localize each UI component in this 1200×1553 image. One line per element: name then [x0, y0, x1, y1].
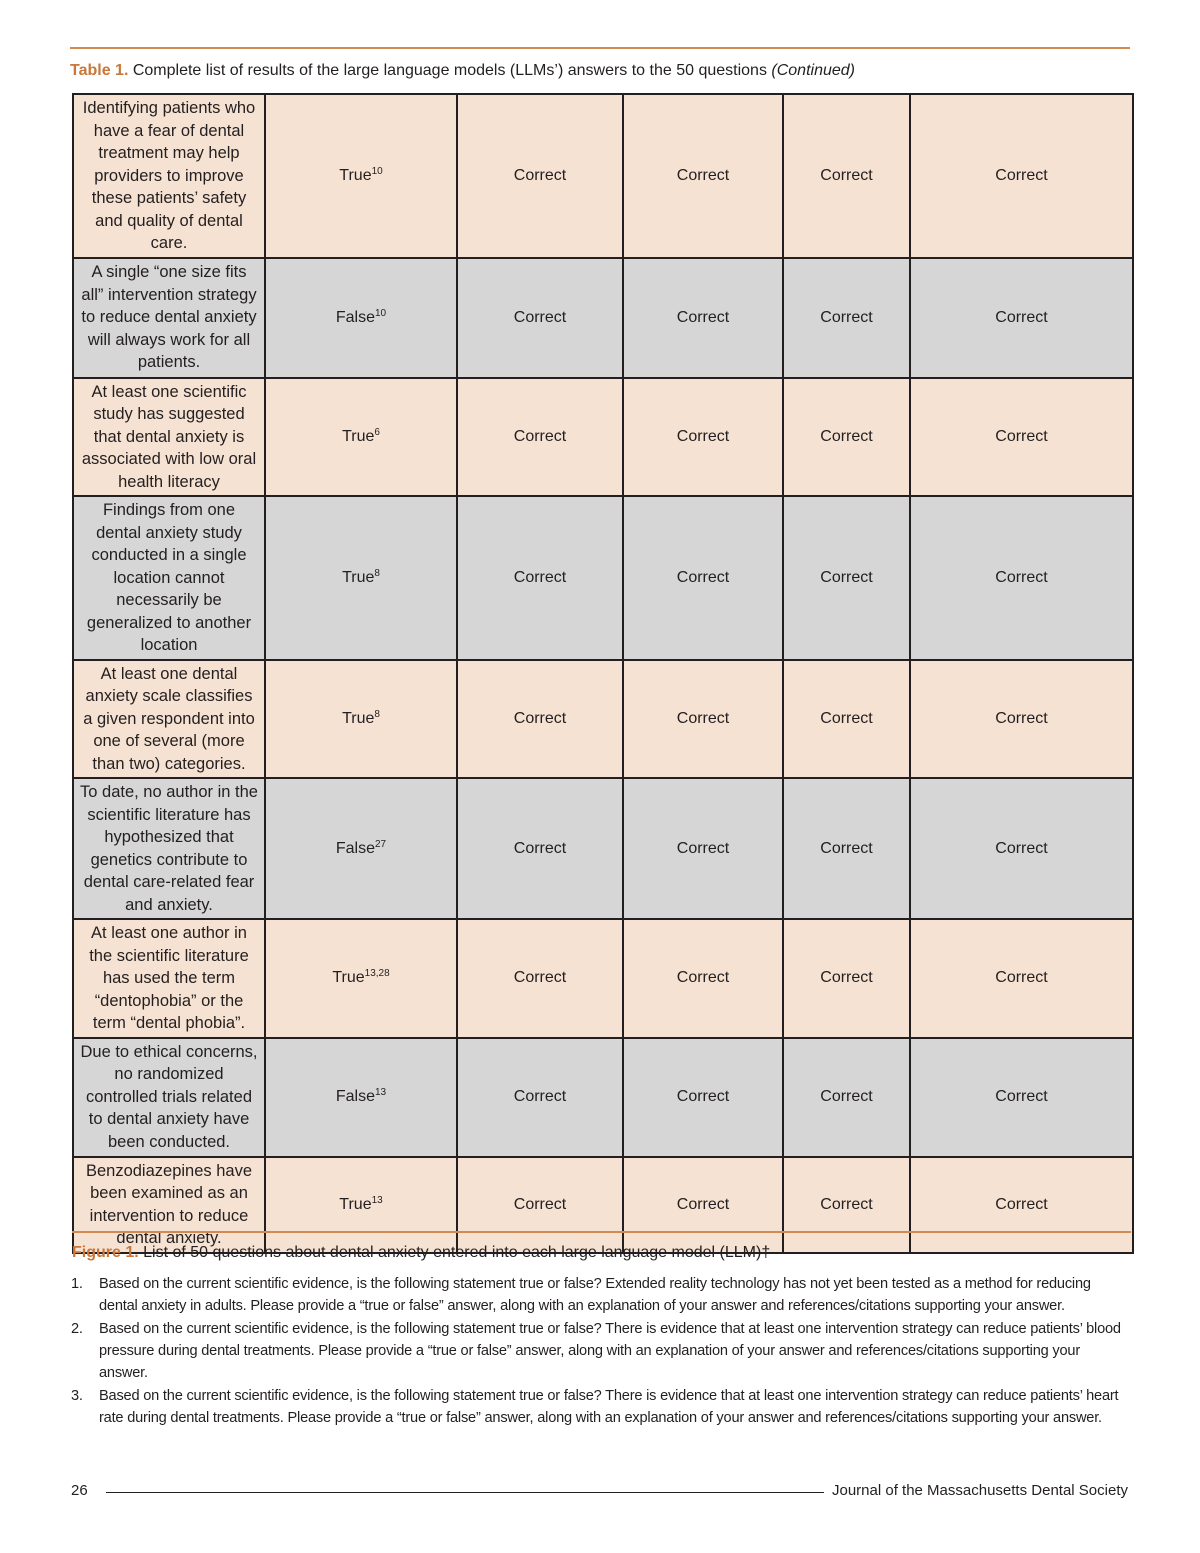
llm-result-cell-2: Correct: [623, 94, 783, 258]
figure-caption: [72, 1243, 770, 1263]
table-row: [73, 1038, 1133, 1157]
answer-cell: [265, 94, 457, 258]
answer-text: False: [335, 308, 375, 326]
answer-text: True: [342, 427, 375, 445]
answer-cell: [265, 1038, 457, 1157]
llm-result-cell-3: Correct: [783, 778, 910, 919]
question-cell: At least one dental anxiety scale classifies a given respondent into one of several (more than two) categories.: [73, 660, 265, 779]
reference-superscript: 10: [371, 165, 383, 177]
table-caption-continued: (Continued): [771, 62, 855, 79]
answer-text: True: [342, 568, 375, 586]
reference-superscript: 27: [375, 838, 387, 850]
answer-cell: [265, 258, 457, 378]
llm-result-cell-2: Correct: [623, 1038, 783, 1157]
figure-caption-label: Figure 1.: [72, 1244, 139, 1261]
llm-result-cell-4: Correct: [910, 660, 1133, 779]
llm-result-cell-4: Correct: [910, 919, 1133, 1038]
question-cell: Findings from one dental anxiety study conducted in a single location cannot necessarily be generalized to another location: [73, 496, 265, 660]
llm-result-cell-3: Correct: [783, 660, 910, 779]
answer-text: False: [335, 839, 375, 857]
reference-superscript: 8: [374, 708, 380, 720]
figure-divider: [72, 1231, 1131, 1233]
llm-result-cell-3: Correct: [783, 919, 910, 1038]
table-caption: [70, 61, 855, 81]
llm-result-cell-1: Correct: [457, 1157, 623, 1253]
llm-result-cell-2: Correct: [623, 378, 783, 497]
llm-result-cell-3: Correct: [783, 496, 910, 660]
answer-text: True: [342, 709, 375, 727]
table-row: [73, 778, 1133, 919]
table-row: [73, 258, 1133, 378]
answer-cell: [265, 778, 457, 919]
question-cell: Due to ethical concerns, no randomized controlled trials related to dental anxiety have been conducted.: [73, 1038, 265, 1157]
list-item: [71, 1385, 1129, 1429]
reference-superscript: 13,28: [364, 968, 390, 980]
question-cell: At least one author in the scientific literature has used the term “dentophobia” or the term “dental phobia”.: [73, 919, 265, 1038]
answer-cell: [265, 496, 457, 660]
reference-superscript: 10: [375, 307, 387, 319]
question-cell: A single “one size fits all” intervention strategy to reduce dental anxiety will always work for all patients.: [73, 258, 265, 378]
answer-text: True: [339, 1195, 372, 1213]
question-cell: At least one scientific study has suggested that dental anxiety is associated with low oral health literacy: [73, 378, 265, 497]
question-cell: Benzodiazepines have been examined as an intervention to reduce dental anxiety.: [73, 1157, 265, 1253]
llm-result-cell-3: Correct: [783, 1038, 910, 1157]
question-cell: To date, no author in the scientific literature has hypothesized that genetics contribute to dental care-related fear and anxiety.: [73, 778, 265, 919]
llm-result-cell-2: Correct: [623, 496, 783, 660]
llm-result-cell-1: Correct: [457, 919, 623, 1038]
list-item: [71, 1273, 1129, 1317]
llm-result-cell-3: Correct: [783, 378, 910, 497]
answer-cell: [265, 919, 457, 1038]
llm-result-cell-1: Correct: [457, 1038, 623, 1157]
llm-result-cell-3: Correct: [783, 94, 910, 258]
llm-result-cell-1: Correct: [457, 496, 623, 660]
question-cell: Identifying patients who have a fear of dental treatment may help providers to improve these patients’ safety and quality of dental care.: [73, 94, 265, 258]
list-item-number: 2.: [71, 1321, 83, 1337]
list-item-text: Based on the current scientific evidence, is the following statement true or false? There is evidence that at least one intervention strategy can reduce patients’ blood pressure during dental treatments. Please provide a “true or false” answer, along with an explanation of your answer and references/citations supporting your answer.: [99, 1321, 1121, 1381]
reference-superscript: 8: [374, 567, 380, 579]
llm-result-cell-2: Correct: [623, 778, 783, 919]
results-table: [72, 93, 1134, 1254]
table-row: [73, 919, 1133, 1038]
list-item-text: Based on the current scientific evidence, is the following statement true or false? Extended reality technology has not yet been tested as a method for reducing dental anxiety in adults. Please provide a “true or false” answer, along with an explanation of your answer and references/citations supporting your answer.: [99, 1276, 1091, 1314]
list-item-number: 1.: [71, 1276, 83, 1292]
list-item: [71, 1318, 1129, 1384]
reference-superscript: 13: [371, 1194, 383, 1206]
llm-result-cell-1: Correct: [457, 778, 623, 919]
table-row: [73, 660, 1133, 779]
top-divider: [70, 47, 1130, 49]
table-row: [73, 496, 1133, 660]
answer-text: True: [332, 969, 365, 987]
footer-divider: [106, 1492, 824, 1493]
llm-result-cell-4: Correct: [910, 778, 1133, 919]
journal-name: Journal of the Massachusetts Dental Society: [832, 1482, 1128, 1499]
question-list: [71, 1273, 1129, 1430]
reference-superscript: 6: [374, 426, 380, 438]
llm-result-cell-4: Correct: [910, 1038, 1133, 1157]
llm-result-cell-2: Correct: [623, 1157, 783, 1253]
table-caption-label: Table 1.: [70, 62, 129, 79]
llm-result-cell-4: Correct: [910, 378, 1133, 497]
results-table-body: [73, 94, 1133, 1253]
llm-result-cell-3: Correct: [783, 1157, 910, 1253]
reference-superscript: 13: [375, 1087, 387, 1098]
llm-result-cell-1: Correct: [457, 660, 623, 779]
answer-text: False: [335, 1088, 375, 1105]
llm-result-cell-1: Correct: [457, 94, 623, 258]
llm-result-cell-4: Correct: [910, 1157, 1133, 1253]
table-row: [73, 378, 1133, 497]
table-row: [73, 94, 1133, 258]
llm-result-cell-4: Correct: [910, 496, 1133, 660]
llm-result-cell-4: Correct: [910, 258, 1133, 378]
llm-result-cell-2: Correct: [623, 258, 783, 378]
table-row: [73, 1157, 1133, 1253]
llm-result-cell-4: Correct: [910, 94, 1133, 258]
answer-cell: [265, 1157, 457, 1253]
llm-result-cell-3: Correct: [783, 258, 910, 378]
table-caption-text: Complete list of results of the large language models (LLMs’) answers to the 50 questions: [128, 62, 772, 79]
answer-cell: [265, 660, 457, 779]
page-number: 26: [71, 1482, 88, 1499]
answer-text: True: [339, 166, 372, 184]
llm-result-cell-2: Correct: [623, 660, 783, 779]
llm-result-cell-2: Correct: [623, 919, 783, 1038]
list-item-text: Based on the current scientific evidence, is the following statement true or false? There is evidence that at least one intervention strategy can reduce patients’ heart rate during dental treatments. Please provide a “true or false” answer, along with an explanation of your answer and references/citations supporting your answer.: [99, 1388, 1119, 1426]
llm-result-cell-1: Correct: [457, 378, 623, 497]
llm-result-cell-1: Correct: [457, 258, 623, 378]
list-item-number: 3.: [71, 1388, 83, 1404]
figure-caption-text: List of 50 questions about dental anxiety entered into each large language model (LLM)†: [138, 1244, 771, 1261]
answer-cell: [265, 378, 457, 497]
